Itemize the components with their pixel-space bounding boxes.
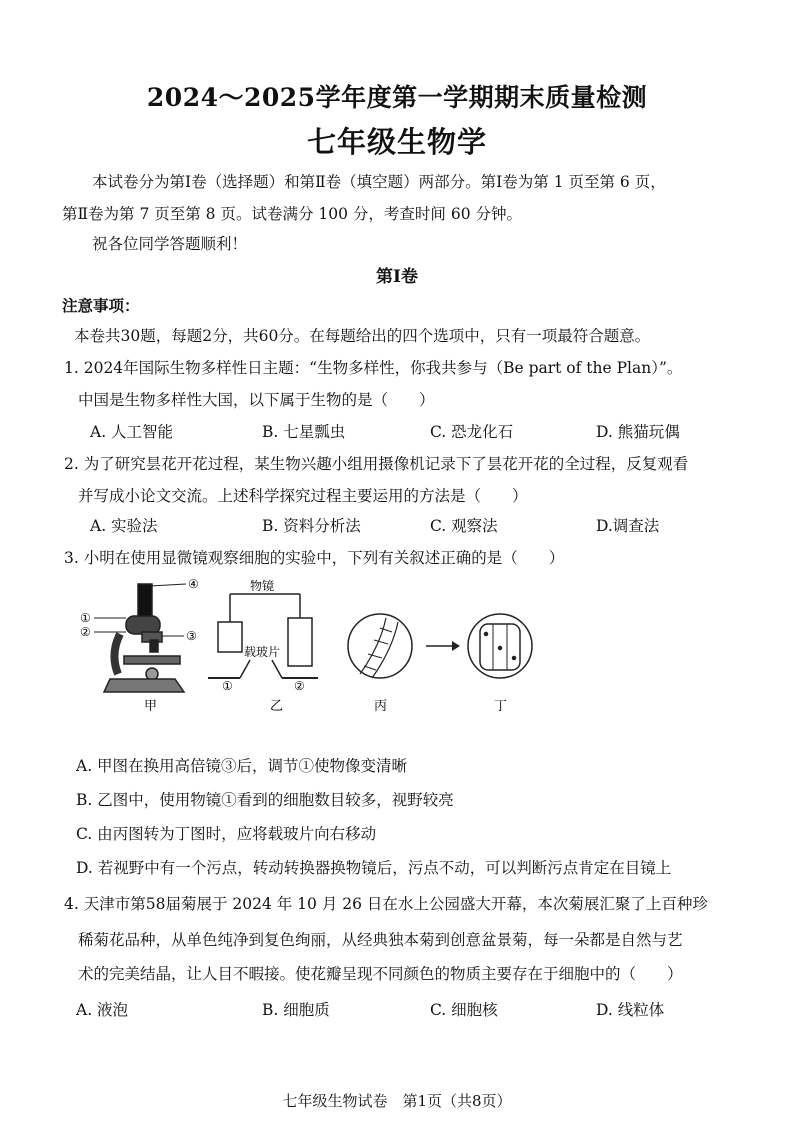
figure-label-bing: 丙 <box>374 699 388 714</box>
q1-option-b: B. 七星瓢虫 <box>262 423 346 441</box>
q1-option-d: D. 熊猫玩偶 <box>596 423 680 441</box>
label-4: ④ <box>188 577 199 591</box>
q3-stem: 3. 小明在使用显微镜观察细胞的实验中，下列有关叙述正确的是（ ） <box>64 549 565 567</box>
q2-stem-line-2: 并写成小论文交流。上述科学探究过程主要运用的方法是（ ） <box>78 487 528 505</box>
q1-stem-line-1: 1. 2024年国际生物多样性日主题：“生物多样性，你我共参与（Be part of the Plan）”。 <box>64 359 683 377</box>
intro-line-1: 本试卷分为第Ⅰ卷（选择题）和第Ⅱ卷（填空题）两部分。第Ⅰ卷为第 1 页至第 6 页， <box>92 173 666 191</box>
view-ding-figure <box>468 614 532 678</box>
q4-stem-line-2: 稀菊花品种，从单色纯净到复色绚丽，从经典独本菊到创意盆景菊，每一朵都是自然与艺 <box>78 931 683 949</box>
q4-option-b: B. 细胞质 <box>262 1001 330 1019</box>
intro-wish: 祝各位同学答题顺利！ <box>92 235 248 253</box>
microscope-figure <box>104 584 184 692</box>
q2-option-d: D.调查法 <box>596 517 660 535</box>
exam-subtitle: 七年级生物学 <box>306 125 487 159</box>
obj-label-2: ② <box>294 679 305 693</box>
arrow-icon <box>426 641 460 651</box>
view-bing-figure <box>348 614 412 678</box>
q3-option-d: D. 若视野中有一个污点，转动转换器换物镜后，污点不动，可以判断污点肯定在目镜上 <box>76 859 672 877</box>
objective-label: 物镜 <box>250 579 275 593</box>
q3-figure <box>80 574 540 714</box>
q2-option-a: A. 实验法 <box>90 517 158 535</box>
q4-stem-line-1: 4. 天津市第58届菊展于 2024 年 10 月 26 日在水上公园盛大开幕，本次菊展汇聚了上百种珍 <box>64 895 708 913</box>
figure-label-yi: 乙 <box>270 699 284 714</box>
label-3: ③ <box>186 629 197 643</box>
label-2: ② <box>80 625 91 639</box>
notice-text: 本卷共30题，每题2分，共60分。在每题给出的四个选项中，只有一项最符合题意。 <box>74 327 651 345</box>
label-1: ① <box>80 611 91 625</box>
figure-label-jia: 甲 <box>144 699 158 714</box>
objectives-figure <box>208 594 318 678</box>
q4-option-c: C. 细胞核 <box>430 1001 498 1019</box>
obj-label-1: ① <box>222 679 233 693</box>
q4-option-d: D. 线粒体 <box>596 1001 665 1019</box>
q1-stem-line-2: 中国是生物多样性大国，以下属于生物的是（ ） <box>78 391 435 409</box>
q3-option-a: A. 甲图在换用高倍镜③后，调节①使物像变清晰 <box>76 757 408 775</box>
intro-line-2: 第Ⅱ卷为第 7 页至第 8 页。试卷满分 100 分，考查时间 60 分钟。 <box>62 205 522 223</box>
q2-option-c: C. 观察法 <box>430 517 498 535</box>
figure-label-ding: 丁 <box>494 699 508 714</box>
q2-option-b: B. 资料分析法 <box>262 517 361 535</box>
q2-stem-line-1: 2. 为了研究昙花开花过程，某生物兴趣小组用摄像机记录下了昙花开花的全过程，反复观看 <box>64 455 689 473</box>
notice-label: 注意事项： <box>62 296 140 315</box>
page-footer: 七年级生物试卷 第1页（共8页） <box>282 1092 512 1110</box>
q1-option-c: C. 恐龙化石 <box>430 423 514 441</box>
q3-option-c: C. 由丙图转为丁图时，应将载玻片向右移动 <box>76 825 377 843</box>
q1-option-a: A. 人工智能 <box>90 423 174 441</box>
q4-stem-line-3: 术的完美结晶，让人目不暇接。使花瓣呈现不同颜色的物质主要存在于细胞中的（ ） <box>78 965 683 983</box>
section-title: 第Ⅰ卷 <box>376 267 418 287</box>
q3-option-b: B. 乙图中，使用物镜①看到的细胞数目较多，视野较亮 <box>76 791 454 809</box>
q4-option-a: A. 液泡 <box>76 1001 129 1019</box>
exam-title: 2024～2025学年度第一学期期末质量检测 <box>146 83 648 112</box>
slide-label: 载玻片 <box>244 645 281 659</box>
